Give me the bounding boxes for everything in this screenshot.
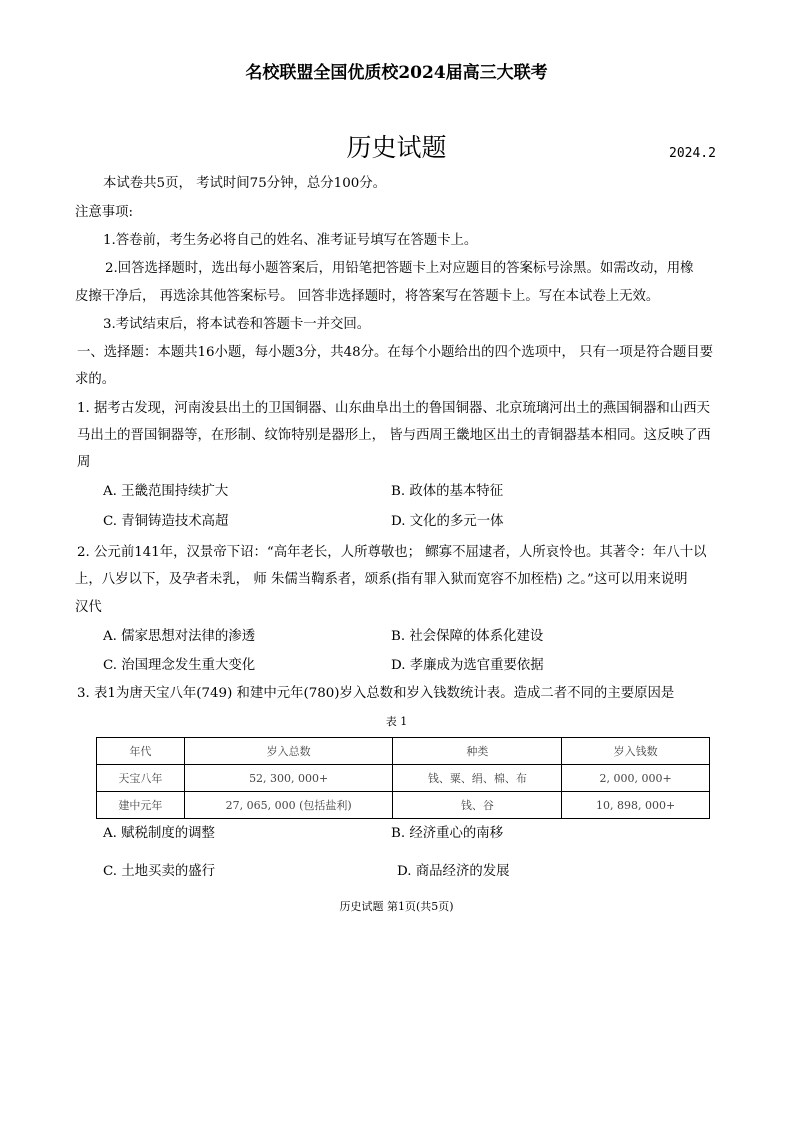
q2-line-2: 上，八岁以下，及孕者未乳， 师 朱儒当鞫系者，颂系(指有罪入狱而宽容不加桎梏) 之。”这可以用来说明 <box>75 572 688 587</box>
q2-option-c: C. 治国理念发生重大变化 <box>103 658 256 673</box>
subject-title: 历史试题 <box>346 133 447 162</box>
q1-option-a: A. 王畿范围持续扩大 <box>103 484 229 499</box>
note-1: 1.答卷前，考生务必将自己的姓名、准考证号填写在答题卡上。 <box>103 233 478 248</box>
exam-header-title: 名校联盟全国优质校2024届高三大联考 <box>245 63 548 83</box>
table-cell: 52, 300, 000+ <box>184 765 393 792</box>
q2-option-a: A. 儒家思想对法律的渗透 <box>103 629 256 644</box>
q2-option-b: B. 社会保障的体系化建设 <box>391 629 544 644</box>
section-1-line-2: 求的。 <box>75 372 116 387</box>
table-cell: 钱、粟、绢、棉、布 <box>393 765 562 792</box>
table-cell: 2, 000, 000+ <box>562 765 710 792</box>
q1-line-2: 马出土的晋国铜器等，在形制、纹饰特别是器形上， 皆与西周王畿地区出土的青铜器基本相同。这反映了西 <box>77 428 711 443</box>
table-caption: 表 1 <box>385 715 408 728</box>
q2-line-3: 汉代 <box>75 600 102 615</box>
q1-line-1: 1. 据考古发现，河南浚县出土的卫国铜器、山东曲阜出土的鲁国铜器、北京琉璃河出土的燕国铜器和山西天 <box>77 401 710 416</box>
q1-option-b: B. 政体的基本特征 <box>391 484 504 499</box>
q1-line-3: 周 <box>77 455 91 470</box>
table-header-cell: 岁入钱数 <box>562 738 710 765</box>
table-header-cell: 岁入总数 <box>184 738 393 765</box>
table-header-row <box>97 738 710 765</box>
q3-option-c: C. 土地买卖的盛行 <box>103 864 216 879</box>
table-cell: 钱、谷 <box>393 792 562 819</box>
page-footer: 历史试题 第1页(共5页) <box>339 900 454 913</box>
section-1-line-1: 一、选择题：本题共16小题，每小题3分，共48分。在每个小题给出的四个选项中， 只有一项是符合题目要 <box>77 345 714 360</box>
table-cell: 10, 898, 000+ <box>562 792 710 819</box>
note-2-line-1: 2.回答选择题时，选出每小题答案后，用铅笔把答题卡上对应题目的答案标号涂黑。如需改动，用橡 <box>105 261 694 276</box>
q3-option-a: A. 赋税制度的调整 <box>103 826 215 841</box>
q1-option-d: D. 文化的多元一体 <box>391 514 504 529</box>
revenue-table <box>96 737 710 819</box>
table-cell: 27, 065, 000 (包括盐利) <box>184 792 393 819</box>
q3-option-b: B. 经济重心的南移 <box>391 826 504 841</box>
note-2-line-2: 皮擦干净后， 再选涂其他答案标号。 回答非选择题时，将答案写在答题卡上。写在本试卷上无效。 <box>75 289 660 304</box>
note-3: 3.考试结束后，将本试卷和答题卡一并交回。 <box>103 317 371 332</box>
q3-option-d: D. 商品经济的发展 <box>397 864 510 879</box>
q3-stem: 3. 表1为唐天宝八年(749) 和建中元年(780)岁入总数和岁入钱数统计表。造成二者不同的主要原因是 <box>77 686 675 701</box>
table-header-cell: 年代 <box>97 738 185 765</box>
q2-option-d: D. 孝廉成为选官重要依据 <box>391 658 544 673</box>
table-row <box>97 765 710 792</box>
notes-heading: 注意事项: <box>75 205 134 220</box>
exam-date: 2024.2 <box>669 146 716 161</box>
table-header-cell: 种类 <box>393 738 562 765</box>
table-row <box>97 792 710 819</box>
table-cell: 建中元年 <box>97 792 185 819</box>
q2-line-1: 2. 公元前141年，汉景帝下诏：“高年老长，人所尊敬也； 鳏寡不屈逮者，人所哀怜也。其著令：年八十以 <box>77 545 707 560</box>
exam-info: 本试卷共5页， 考试时间75分钟，总分100分。 <box>103 176 387 191</box>
q1-option-c: C. 青铜铸造技术高超 <box>103 514 229 529</box>
table-cell: 天宝八年 <box>97 765 185 792</box>
